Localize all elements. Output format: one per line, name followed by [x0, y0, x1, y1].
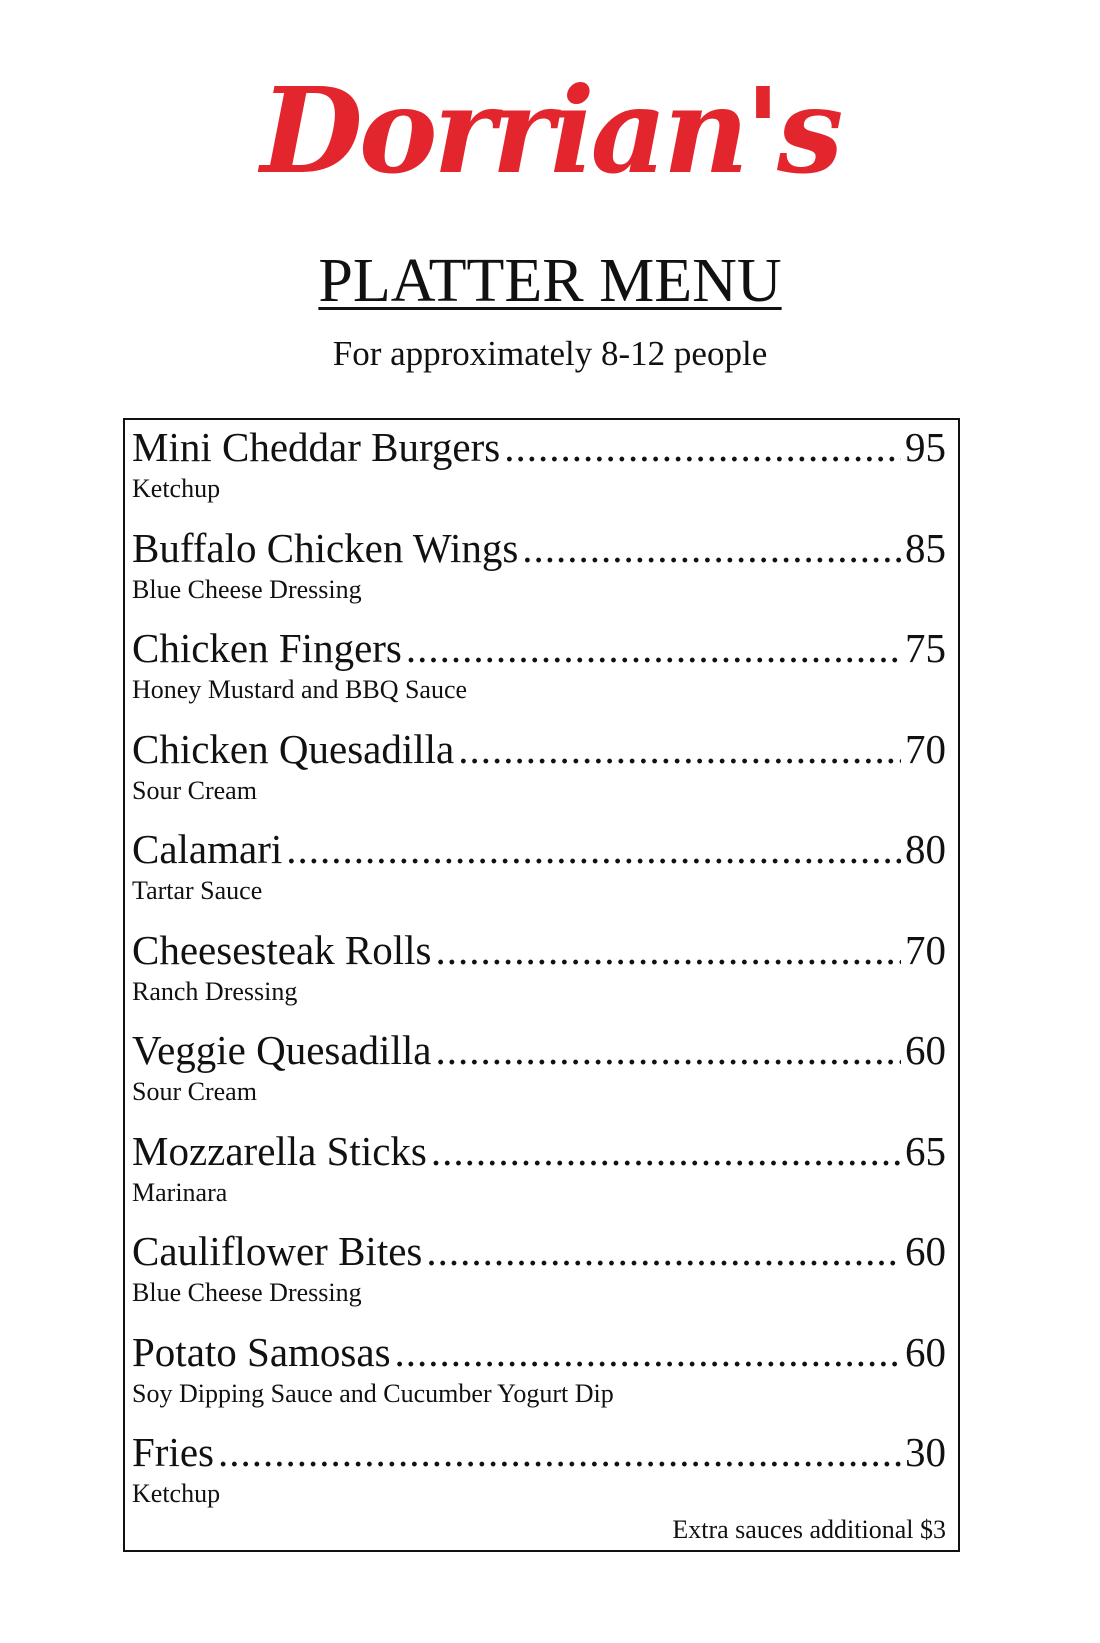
menu-item-description: Ketchup [132, 1479, 221, 1508]
menu-box [123, 418, 960, 1552]
menu-item-name: Cauliflower Bites [132, 1228, 423, 1274]
menu-item-description: Tartar Sauce [132, 876, 263, 905]
menu-item-description: Sour Cream [132, 775, 257, 805]
menu-item-price: 30 [905, 1429, 946, 1475]
menu-item [132, 1124, 946, 1225]
dot-leader [218, 1427, 901, 1477]
dot-leader [426, 1226, 901, 1276]
menu-item [132, 822, 946, 923]
dot-leader [431, 1126, 901, 1176]
menu-footnote: Extra sauces additional $3 [672, 1515, 946, 1544]
menu-item-description: Honey Mustard and BBQ Sauce [132, 675, 468, 704]
menu-item-name: Mozzarella Sticks [132, 1127, 427, 1174]
menu-item-name: Mini Cheddar Burgers [132, 424, 501, 470]
menu-item [132, 420, 946, 521]
menu-item-price: 60 [905, 1228, 946, 1274]
menu-item [132, 722, 946, 823]
dot-leader [395, 1327, 901, 1377]
menu-item-name: Potato Samosas [132, 1328, 391, 1375]
menu-item [132, 1325, 946, 1426]
menu-item [132, 923, 946, 1024]
page-title [0, 247, 1100, 315]
menu-item [132, 1425, 946, 1526]
menu-item-name: Chicken Quesadilla [132, 725, 455, 772]
menu-item-price: 60 [905, 1328, 946, 1375]
menu-item-description: Sour Cream [132, 1077, 257, 1106]
menu-item-price: 75 [905, 625, 946, 671]
dot-leader [406, 623, 901, 673]
menu-item [132, 1023, 946, 1124]
menu-item-price: 95 [905, 424, 946, 470]
dot-leader [504, 422, 901, 472]
menu-item-price: 65 [905, 1127, 946, 1174]
menu-item [132, 521, 946, 622]
menu-item-description: Marinara [132, 1177, 228, 1207]
menu-item-name: Calamari [132, 826, 283, 872]
dot-leader [435, 925, 901, 975]
menu-item-description: Ketchup [132, 474, 221, 503]
menu-item-description: Soy Dipping Sauce and Cucumber Yogurt Dip [132, 1378, 614, 1408]
menu-item-name: Veggie Quesadilla [132, 1027, 432, 1073]
page-title-text: PLATTER MENU [318, 247, 782, 315]
menu-item-price: 70 [905, 926, 946, 973]
menu-item-description: Blue Cheese Dressing [132, 574, 362, 604]
page-subtitle: For approximately 8-12 people [332, 334, 768, 373]
dot-leader [458, 724, 901, 774]
menu-item-name: Chicken Fingers [132, 625, 402, 671]
menu-item-price: 70 [905, 725, 946, 772]
menu-item-description: Ranch Dressing [132, 976, 298, 1006]
menu-item [132, 621, 946, 722]
menu-item-price: 60 [905, 1027, 946, 1073]
menu-item-description: Blue Cheese Dressing [132, 1278, 362, 1307]
dot-leader [435, 1025, 901, 1075]
brand-logo: Dorrian's [260, 61, 840, 200]
dot-leader [522, 523, 901, 573]
menu-item-price: 85 [905, 524, 946, 571]
dot-leader [286, 824, 901, 874]
menu-item-name: Cheesesteak Rolls [132, 926, 432, 973]
menu-item-name: Fries [132, 1429, 214, 1475]
menu-item-price: 80 [905, 826, 946, 872]
menu-item [132, 1224, 946, 1325]
menu-item-name: Buffalo Chicken Wings [132, 524, 519, 571]
